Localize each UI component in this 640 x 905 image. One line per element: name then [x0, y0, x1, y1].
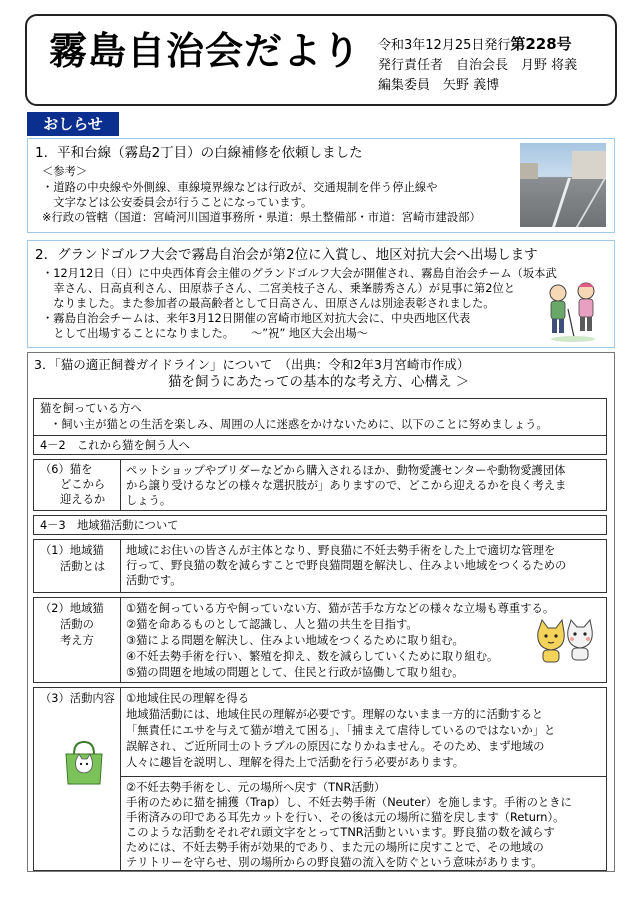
row-6-text: ペットショップやブリダーなどから購入されるほか、動物愛護センターや動物愛護団体 [126, 464, 566, 477]
row-1 [33, 539, 607, 593]
row-3a-text: ①地域住民の理解を得る [126, 692, 250, 705]
notice-2-title: 2．グランドゴルフ大会で霧島自治会が第2位に入賞し、地区対抗大会へ出場します [35, 247, 538, 263]
row-3a-text: 誤解され、ご近所同士のトラブルの原因になりかねません。そのため、まず地域の [126, 740, 545, 753]
row-2-text: ③猫による問題を解決し、住みよい地域をつくるために取り組む。 [126, 634, 464, 647]
notice-2-line: ・霧島自治会チームは、来年3月12日開催の宮崎市地区対抗大会に、中央西地区代表 [42, 312, 471, 325]
issue-number: 第228号 [510, 35, 572, 53]
publication-info [378, 34, 577, 96]
row-3 [33, 687, 607, 871]
notice-1-title: 1．平和台線（霧島2丁目）の白線補修を依頼しました [35, 145, 363, 161]
cat-guideline-section [27, 352, 615, 872]
row-2-text: ④不妊去勢手術を行い、繁殖を抑え、数を減らしていくために取り組む。 [126, 650, 499, 663]
green-cat-bag-illustration [60, 736, 108, 786]
row-3b-text: ②不妊去勢手術をし、元の場所へ戻す（TNR活動） [126, 781, 386, 794]
cat-guideline-subtitle: 猫を飼うにあたっての基本的な考え方、心構え ＞ [168, 374, 470, 390]
row-2-label: 考え方 [60, 634, 94, 647]
row-2-text: ⑤猫の問題を地域の問題として、住民と行政が協働して取り組む。 [126, 666, 464, 679]
notice-2-line: なりました。また参加者の最高齢者として日高さん、田原さんは別途表彰されました。 [42, 297, 495, 310]
row-1-text: 行って、野良猫の数を減らすことで野良猫問題を解決し、住みよい地域をつくるための [126, 559, 567, 572]
row-2-label: （2）地域猫 [40, 602, 104, 615]
notice-2-line: として出場することになりました。 ～”祝” 地区大会出場～ [42, 327, 368, 340]
issue-date: 令和3年12月25日発行 [378, 38, 511, 53]
cats-illustration [534, 618, 596, 666]
row-2-text: ②猫を命あるものとして認識し、人と猫の共生を目指す。 [126, 618, 418, 631]
row-6-text: しょう。 [126, 494, 172, 507]
masthead-box [25, 14, 617, 106]
row-3b-text: テリトリーを守らせ、別の場所からの野良猫の流入を防ぐという意味があります。 [126, 856, 543, 869]
row-1-label: 活動とは [60, 560, 106, 573]
row-3a-text: 地域猫活動には、地域住民の理解が必要です。理解のないまま一方的に活動すると [126, 708, 544, 721]
notice-2 [27, 240, 615, 348]
row-1-label: （1）地域猫 [40, 544, 104, 557]
heading-4-3-text: 4－3 地域猫活動について [40, 519, 179, 532]
golf-players-illustration [540, 281, 606, 343]
heading-4-2 [33, 435, 607, 455]
row-6-label: 迎えるか [60, 493, 106, 506]
notice-2-line: ・12月12日（日）に中央西体育会主催のグランドゴルフ大会が開催され、霧島自治会チーム（坂本武 [42, 267, 557, 280]
row-6-text: から譲り受けるなどの様々な選択肢が」ありますので、どこから迎えるかを良く考えま [126, 479, 567, 492]
cat-guideline-title: 3．「猫の適正飼養ガイドライン」について （出典：令和2年3月宮崎市作成） [34, 357, 470, 372]
row-1-text: 地域にお住いの皆さんが主体となり、野良猫に不妊去勢手術をした上で適切な管理を [126, 544, 556, 557]
row-3b-text: 手術済みの印である耳先カットを行い、その後は元の場所に猫を戻します（Return）。 [126, 811, 565, 824]
heading-4-3 [33, 515, 607, 535]
newsletter-title: 霧島自治会だより [49, 29, 362, 73]
notice-1-line: ・道路の中央線や外側線、車線境界線などは行政が、交通規制を伴う停止線や [42, 181, 438, 194]
heading-4-2-text: 4－2 これから猫を飼う人へ [40, 439, 190, 452]
row-6 [33, 459, 607, 511]
section-label: おしらせ [27, 112, 119, 136]
row-6-label: どこから [60, 478, 106, 491]
road-photo [520, 143, 606, 227]
notice-1 [27, 138, 615, 233]
notice-1-line: 文字などは公安委員会が行うことになっています。 [42, 196, 313, 209]
notice-2-line: 幸さん、日高貞利さん、田原恭子さん、二宮美枝子さん、乗峯勝秀さん）が見事に第2位と [42, 282, 516, 295]
row-3b-text: 手術のために猫を捕獲（Trap）し、不妊去勢手術（Neuter）を施します。手術のときに [126, 796, 572, 809]
row-2-label: 活動の [60, 618, 94, 631]
editor-line: 編集委員 矢野 義博 [378, 78, 500, 93]
row-3b-text: このような活動をそれぞれ頭文字をとってTNR活動といいます。野良猫の数を減らす [126, 826, 555, 839]
row-6-label: （6）猫を [40, 463, 93, 476]
owners-text: ・飼い主が猫との生活を楽しみ、周囲の人に迷惑をかけないために、以下のことに努めましょう。 [50, 418, 548, 431]
owners-block [33, 398, 607, 436]
row-3a-text: 人々に趣旨を説明し、理解を得た上で活動を行う必要があります。 [126, 756, 465, 769]
row-2 [33, 597, 607, 683]
row-3a-text: 「無責任にエサを与えて猫が増えて困る」、「捕まえて虐待しているのではないか」と [126, 724, 556, 737]
notice-1-line: ※行政の管轄（国道：宮崎河川国道事務所・県道：県土整備部・市道：宮崎市建設部） [42, 211, 481, 224]
row-2-text: ①猫を飼っている方や飼っていない方、猫が苦手な方などの様々な立場も尊重する。 [126, 602, 555, 615]
publisher-line: 発行責任者 自治会長 月野 将義 [378, 58, 578, 73]
owners-heading: 猫を飼っている方へ [40, 402, 142, 415]
notice-1-ref: ＜参考＞ [42, 165, 88, 178]
row-3b-text: ためには、不妊去勢手術が効果的であり、また元の場所に戻すことで、その地域の [126, 841, 544, 854]
row-3-label: （3）活動内容 [40, 692, 115, 705]
row-1-text: 活動です。 [126, 574, 182, 587]
